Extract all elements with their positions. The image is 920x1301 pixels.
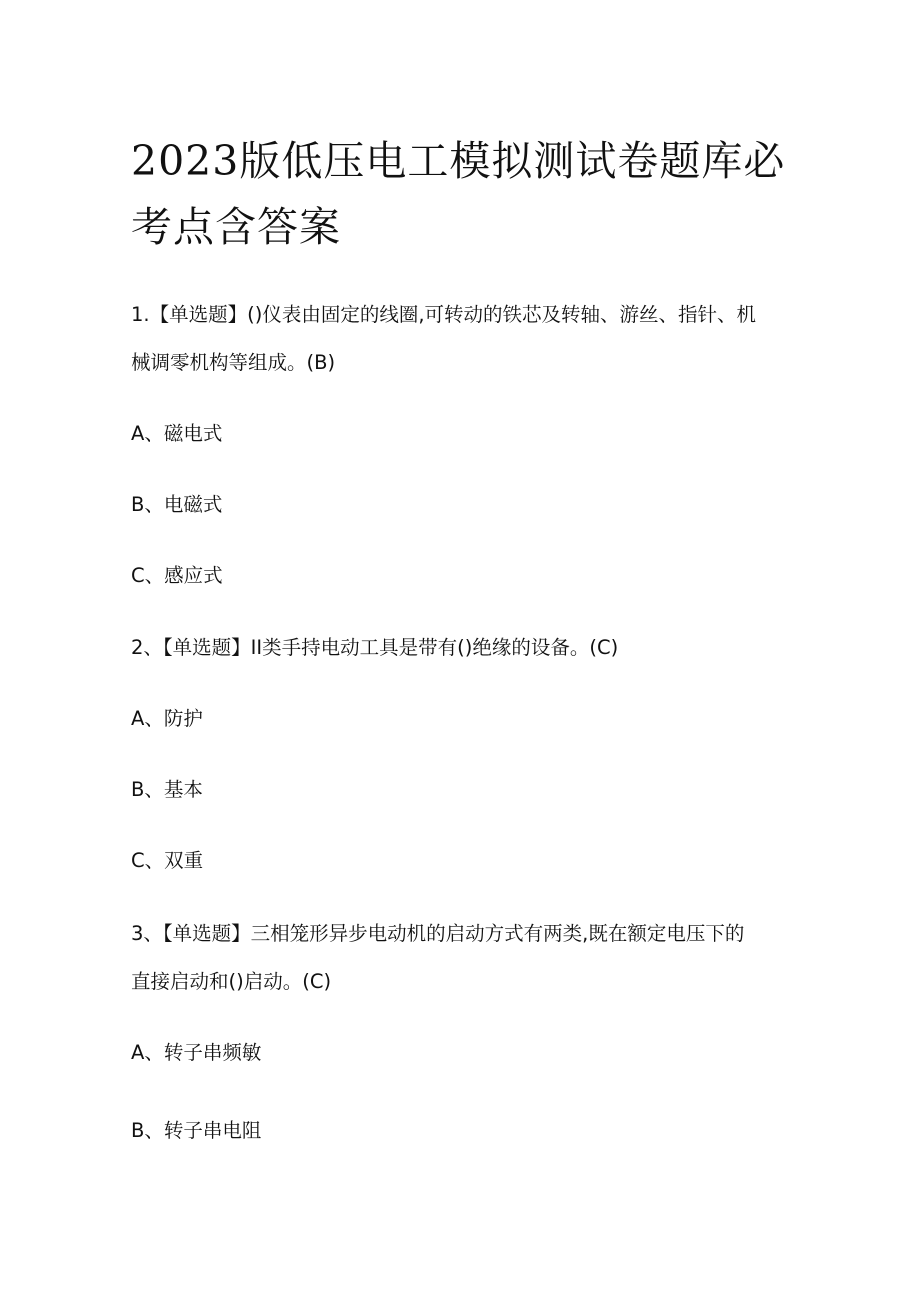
question-1-text-line-1: 1.【单选题】()仪表由固定的线圈,可转动的铁芯及转轴、游丝、指针、机 [131, 303, 757, 326]
title-line-1: 2023版低压电工模拟测试卷题库必 [131, 137, 786, 185]
question-3-text-line-2: 直接启动和()启动。(C) [131, 970, 332, 993]
question-1-option-a: A、磁电式 [131, 422, 223, 445]
question-1-option-c: C、感应式 [131, 564, 223, 587]
document-title [131, 128, 791, 260]
question-2-option-c: C、双重 [131, 849, 204, 872]
question-1-text-line-2: 械调零机构等组成。(B) [131, 351, 336, 374]
question-3-option-b: B、转子串电阻 [131, 1119, 262, 1142]
question-2-option-b: B、基本 [131, 778, 203, 801]
question-2-option-a: A、防护 [131, 707, 203, 730]
title-line-2: 考点含答案 [131, 203, 341, 251]
question-3-option-a: A、转子串频敏 [131, 1041, 262, 1064]
question-1-option-b: B、电磁式 [131, 493, 223, 516]
question-3-text-line-1: 3、【单选题】三相笼形异步电动机的启动方式有两类,既在额定电压下的 [131, 922, 745, 945]
question-2-text-line-1: 2、【单选题】II类手持电动工具是带有()绝缘的设备。(C) [131, 636, 619, 659]
